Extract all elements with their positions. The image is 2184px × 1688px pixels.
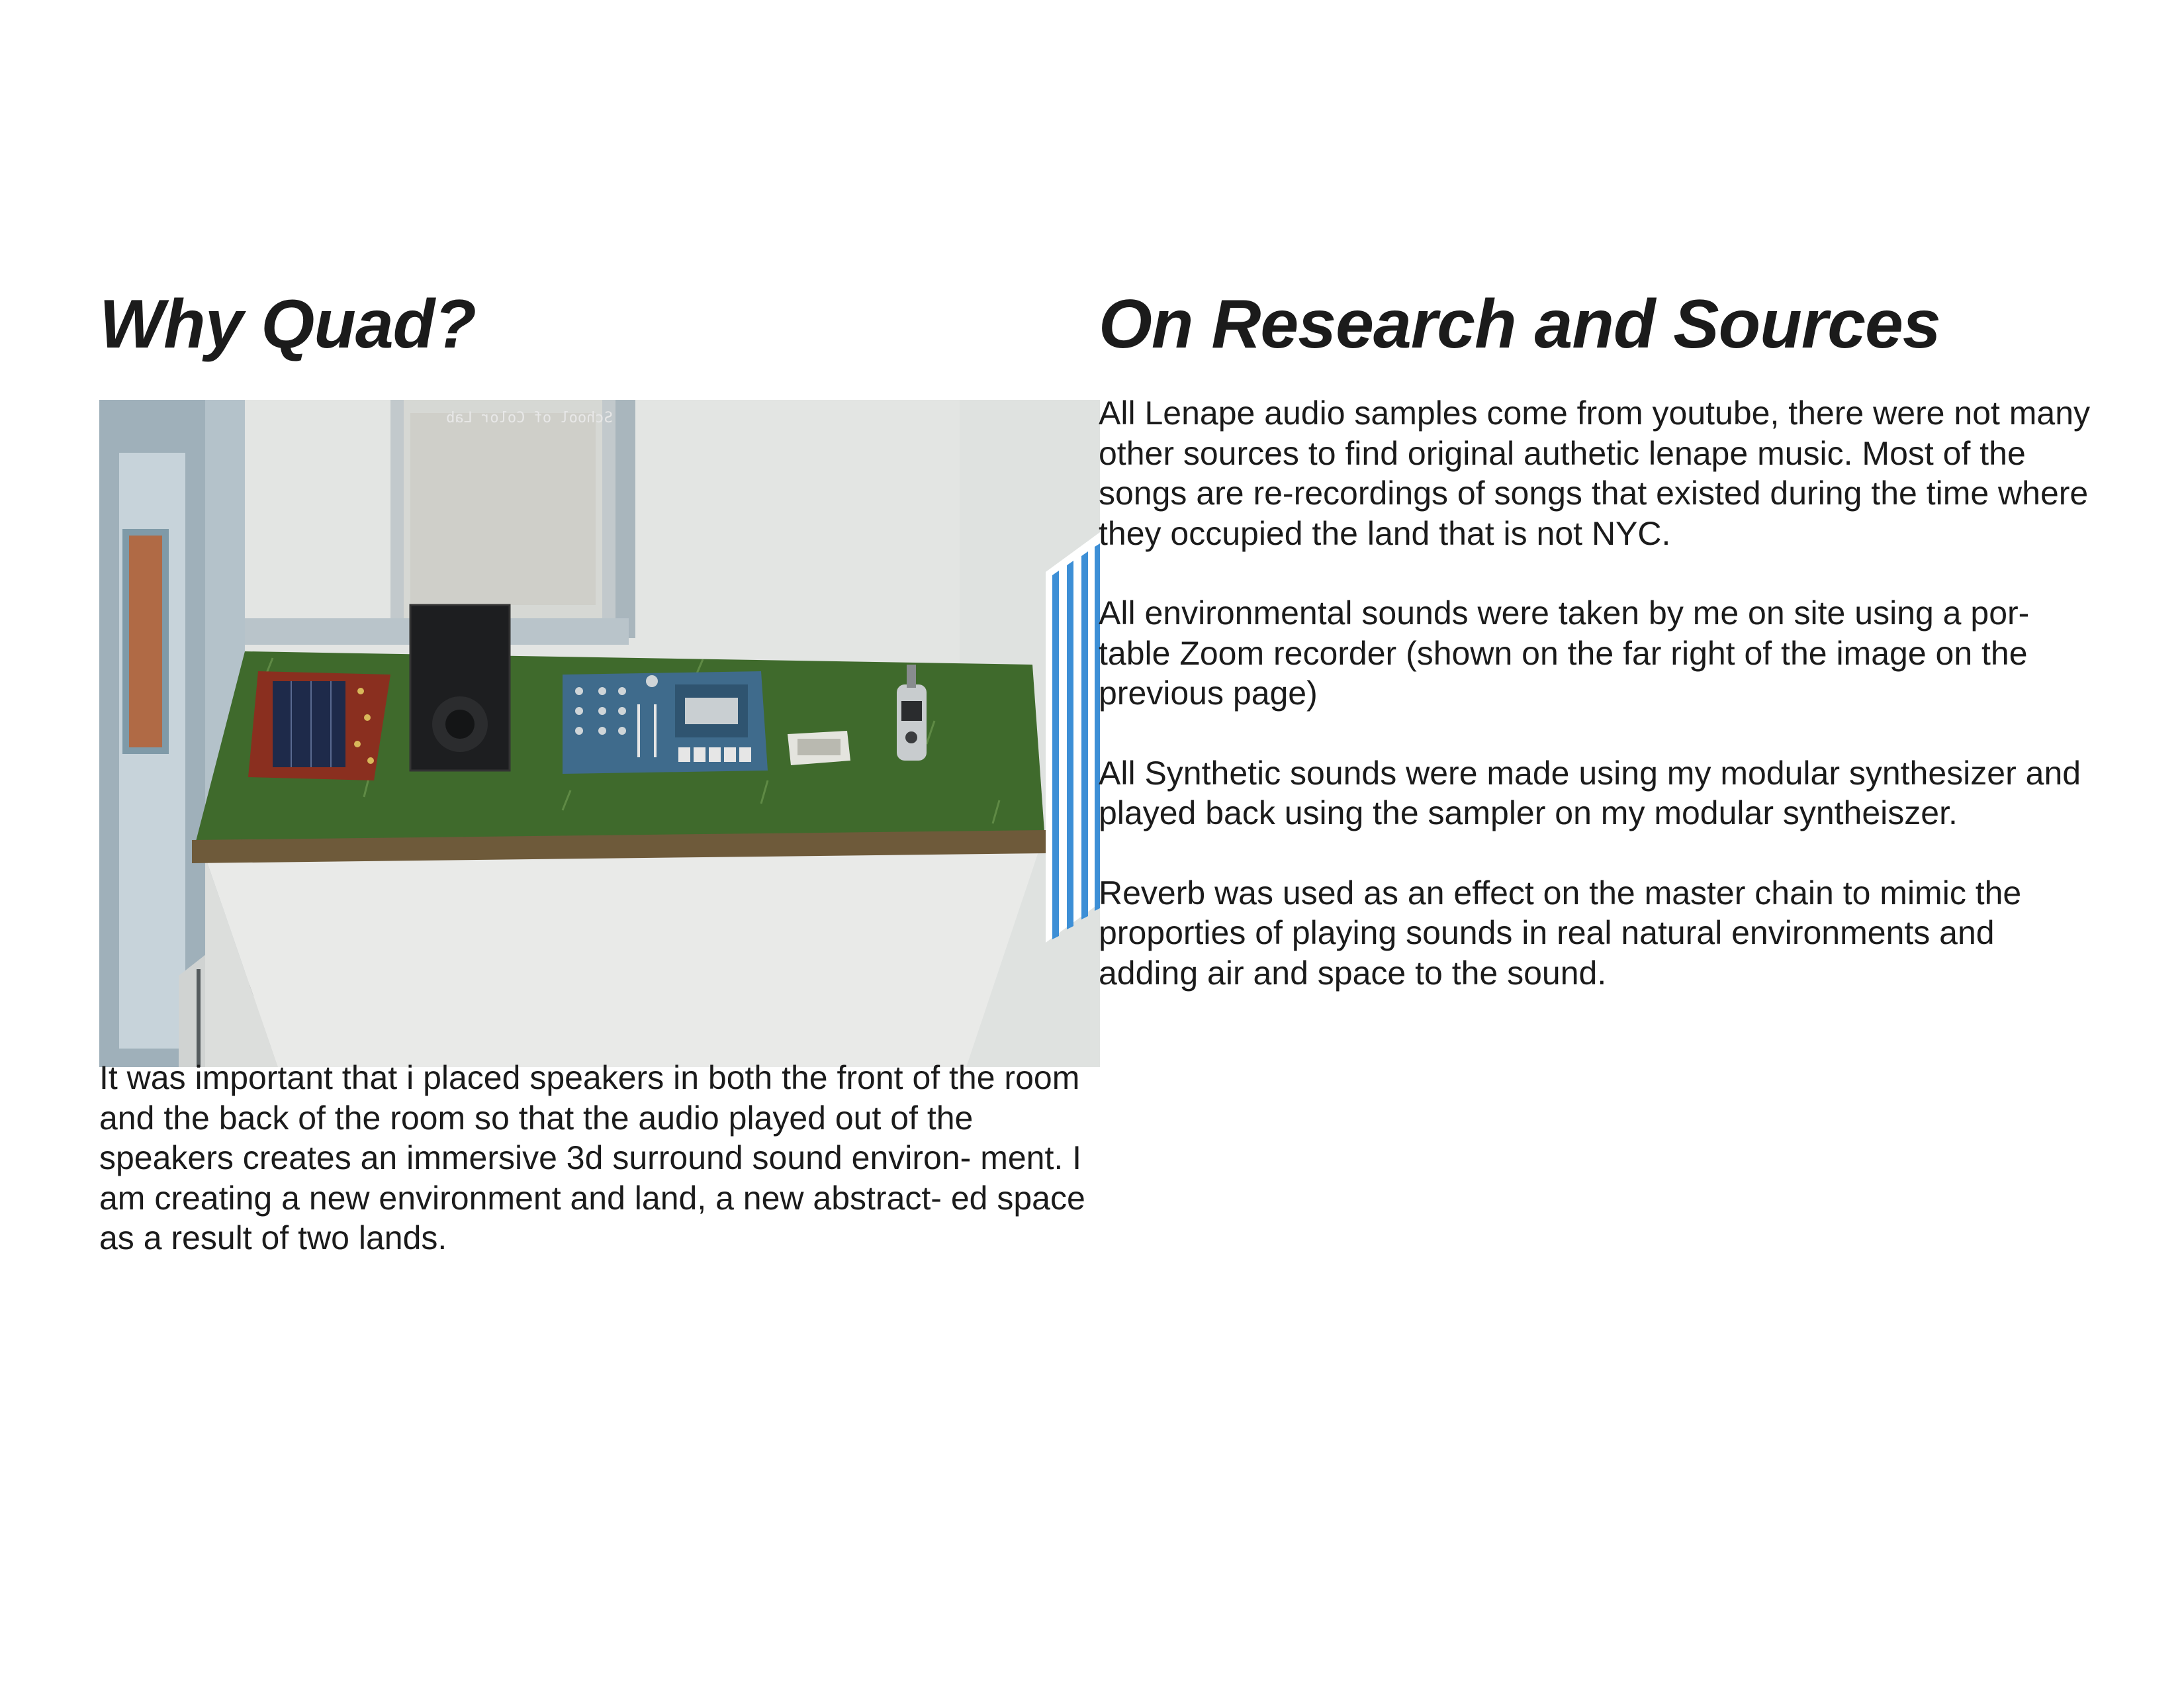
research-sources-body [1099,393,2091,1033]
lenape-samples-paragraph: All Lenape audio samples come from youtube, there were not many other sources to find original authetic lenape music. Most of the songs are re-recordings of songs that existed during the time where they occupied the land that is not NYC. [1099,395,2091,552]
synthetic-sounds-paragraph: All Synthetic sounds were made using my modular synthesizer and played back using the sampler on my modular syntheiszer. [1099,754,2081,831]
research-sources-heading: On Research and Sources [1099,286,1940,363]
reverb-paragraph: Reverb was used as an effect on the master chain to mimic the proporties of playing sounds in real natural environments and adding air and space to the sound. [1099,874,2022,992]
why-quad-text: It was important that i placed speakers in both the front of the room and the back of the room so that the audio played out of the speakers creates an immersive 3d surround sound environ- ment. I am creating a new environment and land, a new abstract- ed space as a result of two lands. [99,1059,1085,1256]
why-quad-heading: Why Quad? [99,286,476,363]
environmental-sounds-paragraph: All environmental sounds were taken by me on site using a por- table Zoom recorder (shown on the far right of the image on the previous page) [1099,594,2030,712]
window-sign-text: School of Color Lab [446,410,613,426]
installation-photo [99,400,1100,1067]
why-quad-paragraph [99,1058,1105,1298]
